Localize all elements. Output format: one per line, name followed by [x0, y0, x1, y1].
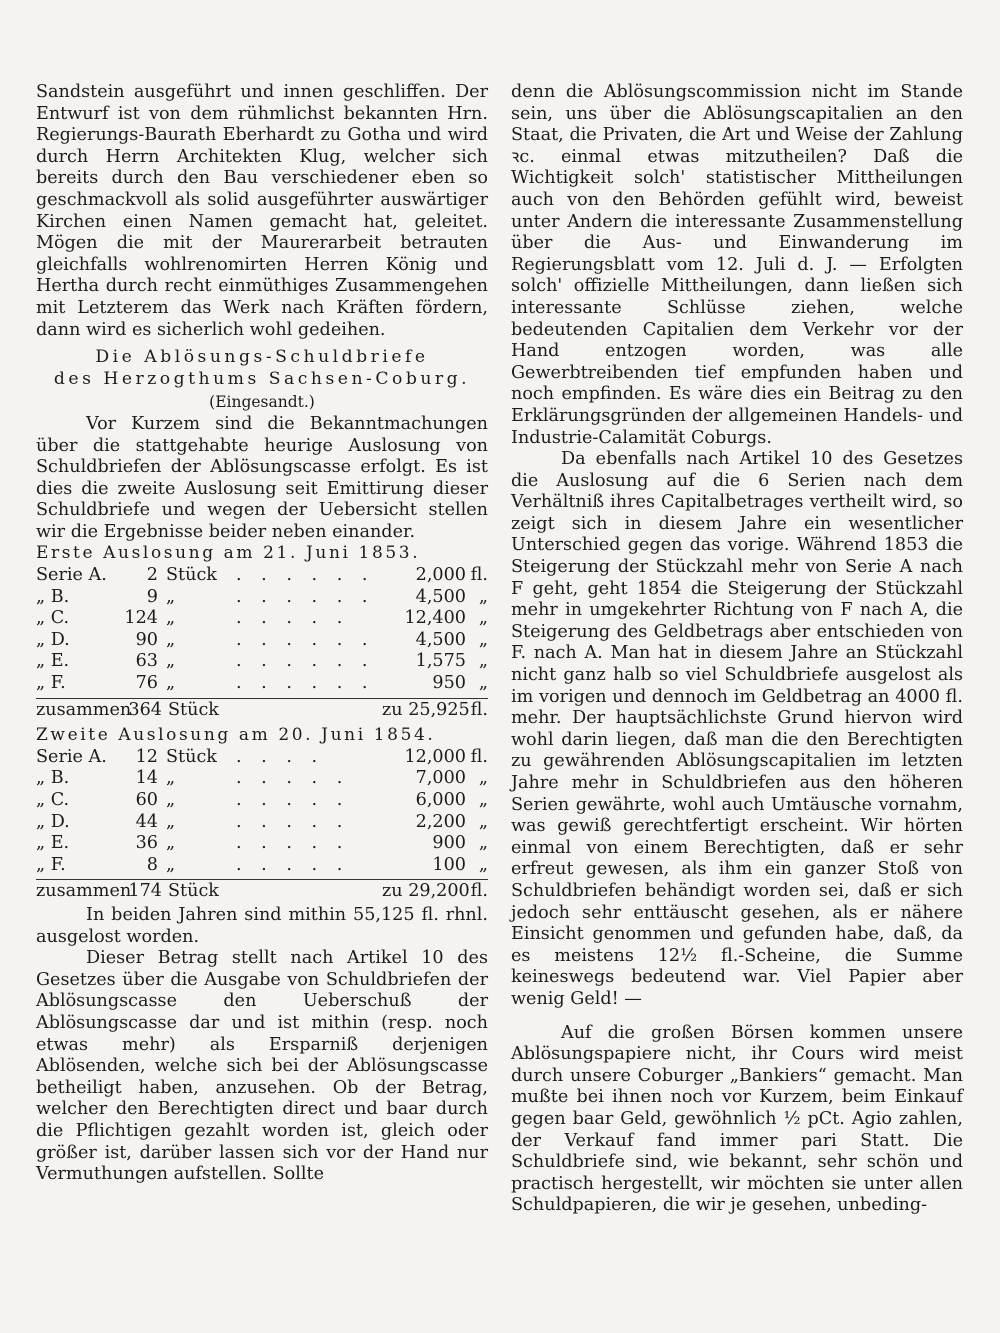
table-row: Serie A. 12 Stück . . . . 12,000 fl. — [36, 746, 488, 767]
draw-1854-table — [36, 747, 488, 903]
table-row: „ D. 44 „ . . . . . 2,200 „ — [36, 811, 488, 832]
table-row: „ E. 36 „ . . . . . 900 „ — [36, 833, 488, 854]
table-row: „ C. 124 „ . . . . . 12,400 „ — [36, 608, 488, 629]
paragraph-commission: denn die Ablösungscommission nicht im Stande sein, uns über die Ablösungscapitalien an den Staat, die Privaten, die Art und Weise der Zahlung ꝛc. einmal etwas mitzutheilen? Daß die Wichtigkeit solch' statistischer Mittheilungen auch von den Behörden gefühlt wird, beweist unter Andern die interessante Zusammenstellung über die Aus- und Einwanderung im Regierungsblatt vom 12. Juli d. J. — Erfolgten solch' offizielle Mittheilungen, dann ließen sich interessante Schlüsse ziehen, welche bedeutenden Capitalien dem Verkehr vor der Hand entzogen worden, was alle Gewerbtreibenden tief empfunden haben und noch empfinden. Es wäre dies ein Beitrag zu den Erklärungsgründen der allgemeinen Handels- und Industrie-Calamität Coburgs. — [511, 82, 963, 448]
draw-1853-table — [36, 565, 488, 721]
paragraph-total: In beiden Jahren sind mithin 55,125 fl. rhnl. ausgelost worden. — [36, 904, 488, 947]
right-column — [511, 82, 963, 1217]
table-total-row: zusammen 364 Stück zu 25,925 fl. — [36, 699, 488, 720]
table-row: „ C. 60 „ . . . . . 6,000 „ — [36, 790, 488, 810]
table-row: „ D. 90 „ . . . . . . 4,500 „ — [36, 629, 488, 650]
table-total-row: zusammen 174 Stück zu 29,200 fl. — [36, 881, 488, 902]
left-column — [36, 82, 488, 1186]
article-heading-line2: des Herzogthums Sachsen-Coburg. — [53, 368, 471, 389]
table-row: „ B. 9 „ . . . . . . 4,500 „ — [36, 586, 488, 607]
draw-1854-title: Zweite Auslosung am 20. Juni 1854. — [36, 725, 436, 746]
table-row: „ E. 63 „ . . . . . . 1,575 „ — [36, 651, 488, 672]
table-row: „ F. 76 „ . . . . . . 950 „ — [36, 673, 488, 694]
article-heading-line1: Die Ablösungs-Schuldbriefe — [95, 347, 429, 368]
table-row: „ B. 14 „ . . . . . 7,000 „ — [36, 768, 488, 789]
paragraph-market: Auf die großen Börsen kommen unsere Ablösungspapiere nicht, ihr Cours wird meist durch unsere Coburger „Bankiers“ gemacht. Man mußte bei ihnen noch vor Kurzem, beim Einkauf gegen baar Geld, gewöhnlich ½ pCt. Agio zahlen, der Verkauf fand immer pari Statt. Die Schuldbriefe sind, wie bekannt, sehr schön und practisch hergestellt, wir möchten sie unter allen Schuldpapieren, die wir je gesehen, unbeding- — [511, 1022, 963, 1216]
table-row: „ F. 8 „ . . . . . 100 „ — [36, 854, 488, 875]
paragraph-surplus: Dieser Betrag stellt nach Artikel 10 des Gesetzes über die Ausgabe von Schuldbriefen der Ablösungscasse den Ueberschuß der Ablösungscasse dar und ist mithin (resp. noch etwas mehr) als Ersparniß derjenigen Ablösenden, welche sich bei der Ablösungscasse betheiligt haben, anzusehen. Ob der Betrag, welcher den Berechtigten direct und baar durch die Pflichtigen gezahlt worden ist, gleich oder größer ist, darüber lassen sich vor der Hand nur Vermuthungen aufstellen. Sollte — [36, 948, 488, 1185]
table-row: Serie A. 2 Stück . . . . . . 2,000 fl. — [36, 565, 488, 586]
article-subheading: (Eingesandt.) — [209, 393, 315, 412]
paragraph-intro: Vor Kurzem sind die Bekanntmachungen über die stattgehabte heurige Auslosung von Schuldbriefen der Ablösungscasse erfolgt. Es ist dies die zweite Auslosung seit Emittirung dieser Schuldbriefe und wegen der Uebersicht stellen wir die Ergebnisse beider neben einander. — [36, 413, 488, 542]
paragraph-series-distribution: Da ebenfalls nach Artikel 10 des Gesetzes die Auslosung auf die 6 Serien nach dem Verhältniß ihres Capitalbetrages vertheilt wird, so zeigt sich in diesem Jahre ein wesentlicher Unterschied gegen das vorige. Während 1853 die Steigerung der Stückzahl mehr von Serie A nach F geht, geht 1854 die Steigerung der Stückzahl mehr in umgekehrter Richtung von F nach A, die Steigerung des Geldbetrags aber entschieden von F. nach A. Man hat in diesem Jahre an Stückzahl nicht ganz halb so viel Schuldbriefe ausgelost als im vorigen und dennoch im Geldbetrag an 4000 fl. mehr. Der hauptsächlichste Grund hiervon wird wohl darin liegen, daß man die den Berechtigten zu gewährenden Ablösungscapitalien im letzten Jahre mehr in Schuldbriefen aus den höheren Serien gewährte, wohl auch Umtäusche vornahm, was gewiß gerechtfertigt erscheint. Wir hörten einmal von einem Berechtigten, daß er sehr erfreut gewesen, als ihm ein ganzer Stoß von Schuldbriefen behändigt worden sei, daß er sich jedoch sehr enttäuscht gesehen, als er nähere Einsicht genommen und gefunden habe, daß, da es meistens 12½ fl.-Scheine, die Summe keineswegs bedeutend war. Viel Papier aber wenig Geld! — — [511, 449, 963, 1009]
paragraph-church: Sandstein ausgeführt und innen geschliffen. Der Entwurf ist von dem rühmlichst bekannten Hrn. Regierungs-Baurath Eberhardt zu Gotha und wird durch Herrn Architekten Klug, welcher sich bereits durch den Bau verschiedener eben so geschmackvoll als solid ausgeführter auswärtiger Kirchen einen Namen gemacht hat, geleitet. Mögen die mit der Maurerarbeit betrauten gleichfalls wohlrenomirten Herren König und Hertha durch recht einmüthiges Zusammengehen mit Letzterem das Werk nach Kräften fördern, dann wird es sicherlich wohl gedeihen. — [36, 82, 488, 340]
draw-1853-title: Erste Auslosung am 21. Juni 1853. — [36, 543, 421, 564]
